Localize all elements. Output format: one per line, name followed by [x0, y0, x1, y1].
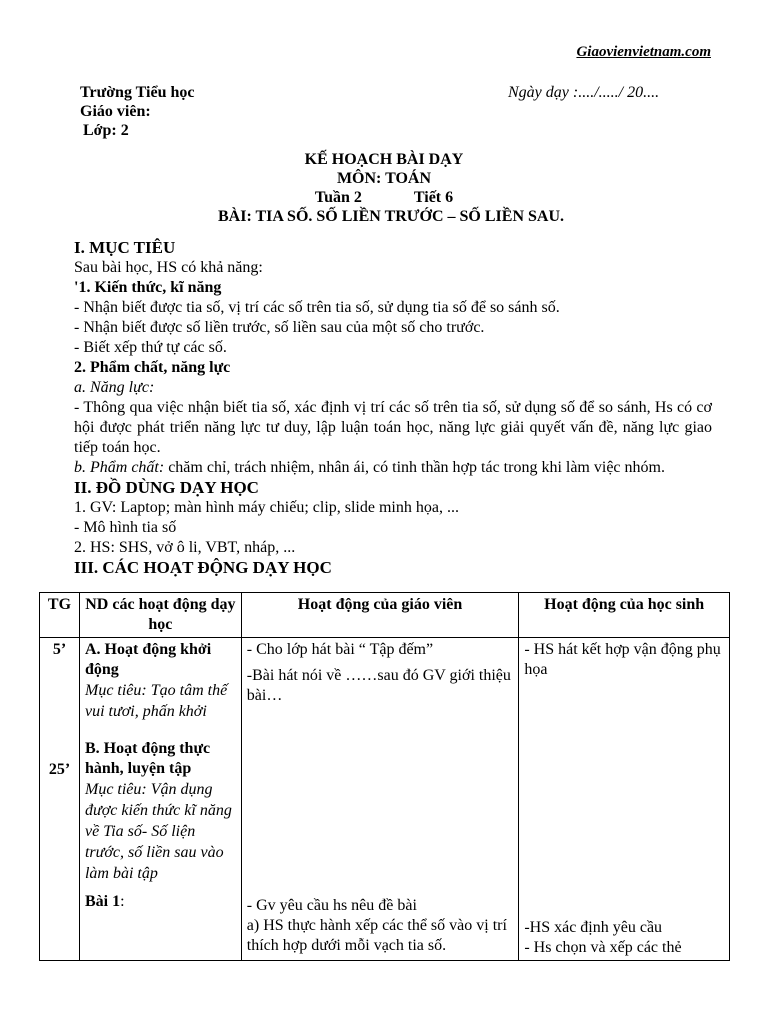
knowledge-heading: '1. Kiến thức, kĩ năng	[74, 279, 222, 296]
table-row	[40, 638, 730, 961]
subject-title: MÔN: TOÁN	[336, 170, 432, 187]
student-step: -HS xác định yêu cầu	[524, 919, 663, 936]
knowledge-item: - Nhận biết được số liền trước, số liền sau của một số cho trước.	[74, 319, 485, 336]
student-step: - Hs chọn và xếp các thẻ	[524, 939, 682, 956]
grade-label: Lớp: 2	[83, 122, 129, 139]
header-student: Hoạt động của học sinh	[519, 593, 730, 638]
materials-item: 2. HS: SHS, vở ô li, VBT, nháp, ...	[74, 539, 296, 556]
header-time: TG	[40, 593, 80, 638]
quality-label: b. Phẩm chất:	[74, 459, 165, 476]
section-materials-heading: II. ĐỒ DÙNG DẠY HỌC	[74, 478, 259, 497]
teacher-step: - Gv yêu cầu hs nêu đề bài	[246, 897, 417, 914]
period-label: Tiết 6	[413, 189, 454, 206]
exercise-1-colon: :	[120, 893, 125, 910]
teacher-cell	[241, 638, 519, 961]
time-warmup: 5’	[52, 641, 67, 658]
knowledge-item: - Nhận biết được tia số, vị trí các số trên tia số, sử dụng tia số để so sánh số.	[74, 299, 560, 316]
knowledge-item: - Biết xếp thứ tự các số.	[74, 339, 227, 356]
activity-a-title: A. Hoạt động khởi động	[84, 641, 212, 678]
activity-b-goal: Mục tiêu: Vận dụng được kiến thức kĩ năng về Tia số- Số liện trước, số liền sau vào làm bài tập	[84, 781, 232, 882]
plan-title: KẾ HOẠCH BÀI DẠY	[304, 151, 464, 168]
table-header-row	[40, 593, 730, 638]
activity-a-goal: Mục tiêu: Tạo tâm thế vui tươi, phấn khởi	[84, 682, 228, 720]
lesson-title: BÀI: TIA SỐ. SỐ LIỀN TRƯỚC – SỐ LIỀN SAU.	[217, 208, 565, 225]
activity-b-title: B. Hoạt động thực hành, luyện tập	[84, 740, 211, 777]
exercise-1-title: Bài 1	[84, 893, 121, 910]
lesson-content	[74, 238, 712, 578]
competence-label: a. Năng lực:	[74, 379, 155, 396]
website-link[interactable]: Giaovienvietnam.com	[576, 44, 711, 60]
materials-item: - Mô hình tia số	[74, 519, 177, 536]
activity-cell	[79, 638, 241, 961]
teacher-step: -Bài hát nói về ……sau đó GV giới thiệu bài…	[246, 667, 511, 704]
quality-text: chăm chỉ, trách nhiệm, nhân ái, có tinh thần hợp tác trong khi làm việc nhóm.	[164, 459, 665, 476]
exercise-1-label	[85, 892, 236, 912]
activities-table	[39, 592, 730, 961]
teacher-label: Giáo viên:	[80, 103, 151, 120]
quality-heading: 2. Phẩm chất, năng lực	[74, 359, 231, 376]
school-name: Trường Tiểu học	[80, 84, 195, 101]
section-objectives-heading: I. MỤC TIÊU	[74, 238, 176, 257]
competence-text: - Thông qua việc nhận biết tia số, xác định vị trí các số trên tia số, sử dụng số để so sánh, Hs có cơ hội được phát triển năng lực tư duy, lập luận toán học, năng lực giải quyết vấn đề, năng lực giao tiếp toán học.	[74, 399, 712, 456]
week-period	[0, 188, 768, 207]
school-info	[80, 83, 194, 140]
objectives-intro: Sau bài học, HS có khả năng:	[74, 259, 263, 276]
header-teacher: Hoạt động của giáo viên	[241, 593, 519, 638]
header-content: ND các hoạt động dạy học	[79, 593, 241, 638]
week-label: Tuần 2	[314, 189, 362, 206]
time-cell	[40, 638, 80, 961]
student-cell	[519, 638, 730, 961]
student-step: - HS hát kết hợp vận động phụ họa	[524, 641, 721, 678]
teacher-step: - Cho lớp hát bài “ Tập đếm”	[246, 641, 434, 658]
section-activities-heading: III. CÁC HOẠT ĐỘNG DẠY HỌC	[74, 558, 332, 577]
title-block	[0, 150, 768, 226]
materials-item: 1. GV: Laptop; màn hình máy chiếu; clip, slide minh họa, ...	[74, 499, 459, 516]
time-practice: 25’	[48, 761, 71, 778]
quality-paragraph	[74, 458, 712, 478]
teacher-step: a) HS thực hành xếp các thể số vào vị trí thích hợp dưới mỗi vạch tia số.	[246, 917, 507, 954]
teaching-date: Ngày dạy :..../...../ 20....	[508, 84, 660, 101]
